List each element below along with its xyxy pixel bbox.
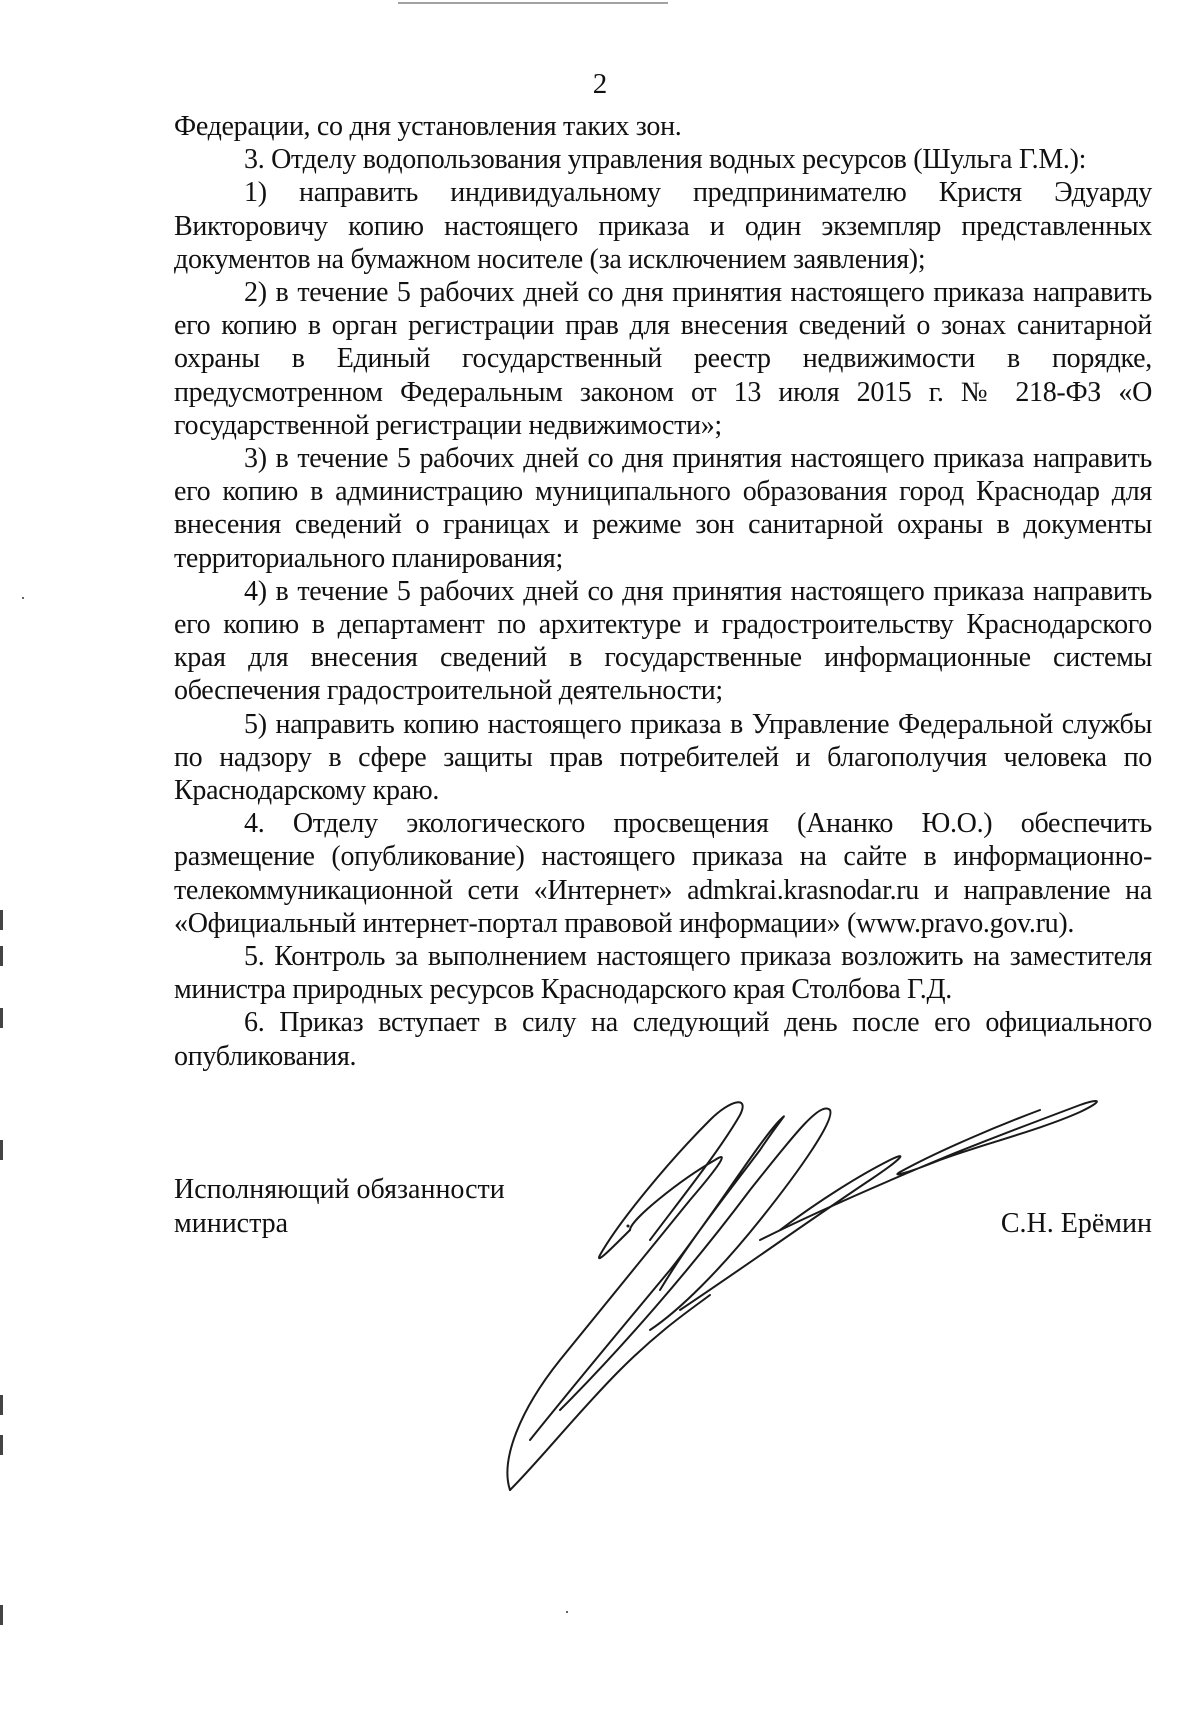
- signatory-name: С.Н. Ерёмин: [1000, 1208, 1152, 1239]
- scan-edge-mark: [0, 1140, 3, 1160]
- paragraph-item-4: 4. Отделу экологического просвещения (Ананко Ю.О.) обеспечить размещение (опубликование) настоящего приказа на сайте в информационно-телекоммуникационной сети «Интернет» admkrai.krasnodar.ru и направление на «Официальный интернет-портал правовой информации» (www.pravo.gov.ru).: [174, 808, 1152, 939]
- paragraph-subitem-3: 3) в течение 5 рабочих дней со дня принятия настоящего приказа направить его копию в администрацию муниципального образования город Краснодар для внесения сведений о границах и режиме зон санитарной охраны в документы территориального планирования;: [174, 443, 1152, 574]
- handwritten-signature: [480, 1080, 1160, 1500]
- paragraph-item-5: 5. Контроль за выполнением настоящего приказа возложить на заместителя министра природных ресурсов Краснодарского края Столбова Г.Д.: [174, 941, 1152, 1006]
- signatory-position-line1: Исполняющий обязанности: [174, 1174, 505, 1205]
- paragraph-subitem-1: 1) направить индивидуальному предпринимателю Кристя Эдуарду Викторовичу копию настоящего приказа и один экземпляр представленных документов на бумажном носителе (за исключением заявления);: [174, 177, 1152, 275]
- signatory-position: [174, 1173, 505, 1241]
- page-number: 2: [592, 68, 608, 100]
- scan-edge-mark: [0, 1435, 3, 1455]
- paragraph-subitem-2: 2) в течение 5 рабочих дней со дня принятия настоящего приказа направить его копию в орган регистрации прав для внесения сведений о зонах санитарной охраны в Единый государственный реестр недвижимости в порядке, предусмотренном Федеральным законом от 13 июля 2015 г. № 218-ФЗ «О государственной регистрации недвижимости»;: [174, 277, 1152, 441]
- scan-edge-fragment: [398, 0, 668, 4]
- paragraph-continuation: Федерации, со дня установления таких зон.: [174, 111, 682, 142]
- scan-speck: [22, 597, 24, 599]
- scan-edge-mark: [0, 1008, 3, 1028]
- scan-edge-mark: [0, 1605, 3, 1625]
- paragraph-item-6: 6. Приказ вступает в силу на следующий день после его официального опубликования.: [174, 1007, 1152, 1072]
- document-body: [174, 110, 1152, 1073]
- paragraph-subitem-5: 5) направить копию настоящего приказа в Управление Федеральной службы по надзору в сфере защиты прав потребителей и благополучия человека по Краснодарскому краю.: [174, 708, 1152, 807]
- paragraph-subitem-4: 4) в течение 5 рабочих дней со дня принятия настоящего приказа направить его копию в департамент по архитектуре и градостроительству Краснодарского края для внесения сведений в государственные информационные системы обеспечения градостроительной деятельности;: [174, 575, 1152, 707]
- signatory-position-line2: министра: [174, 1208, 289, 1239]
- scan-edge-mark: [0, 1395, 3, 1415]
- scan-edge-mark: [0, 946, 3, 966]
- scan-speck: [566, 1611, 568, 1613]
- scan-edge-mark: [0, 910, 3, 930]
- paragraph-item-3: 3. Отделу водопользования управления водных ресурсов (Шульга Г.М.):: [244, 144, 1087, 176]
